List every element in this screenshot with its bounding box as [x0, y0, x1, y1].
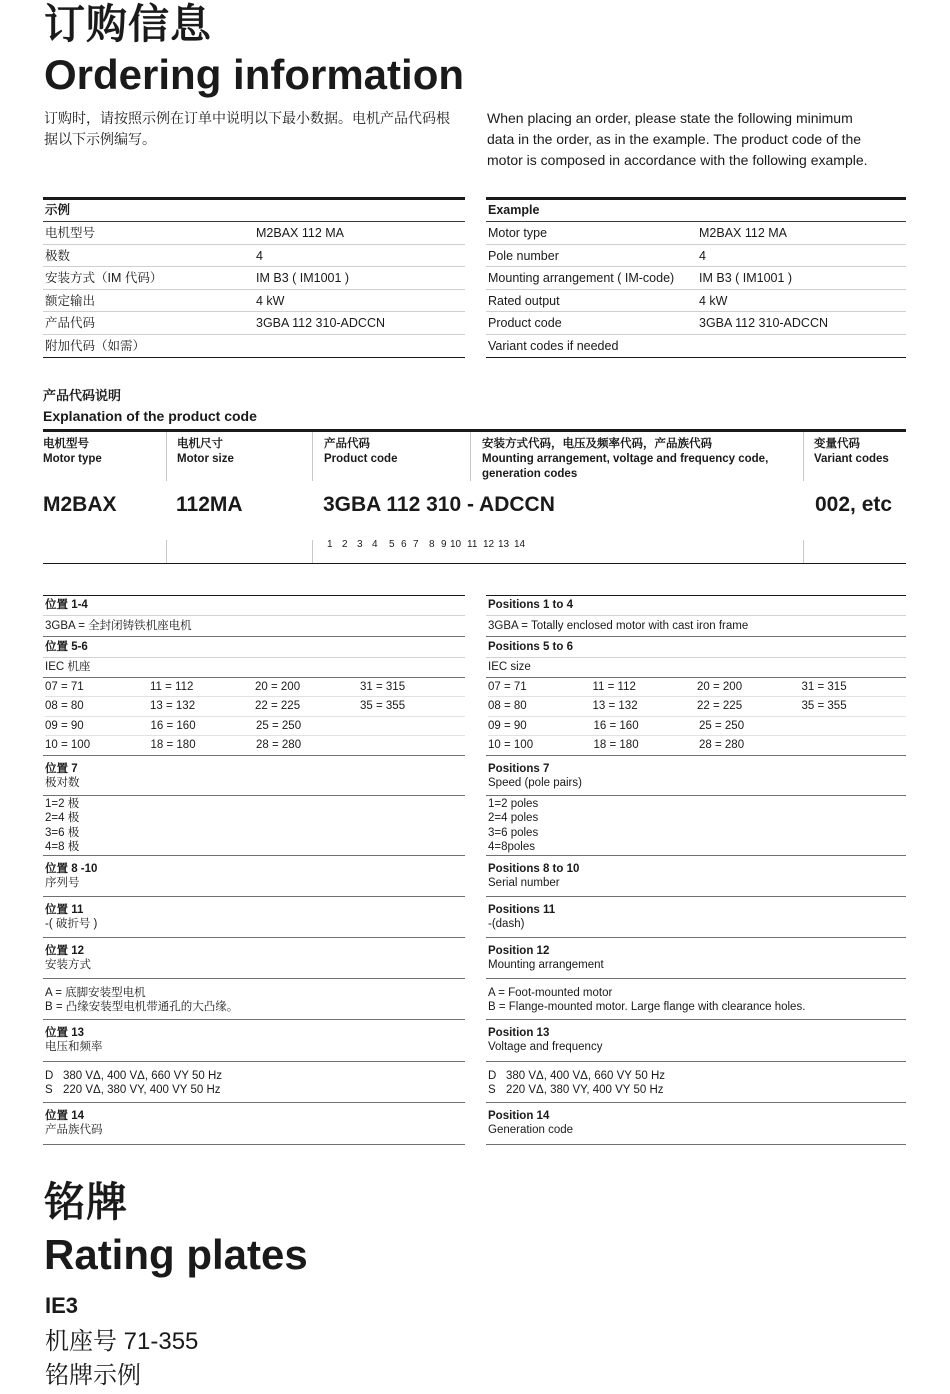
position-heading: Positions 8 to 10 [488, 863, 580, 875]
header-label-en: Motor type [43, 453, 102, 465]
position-heading: 位置 11 [45, 904, 84, 916]
position-description: IEC size [486, 658, 906, 678]
example-row [43, 312, 465, 335]
iec-size-grid [43, 678, 465, 756]
iec-size-cell: 31 = 315 [801, 681, 847, 693]
position-option: B = 凸缘安装型电机带通孔的大凸缘。 [45, 1001, 239, 1013]
position-heading: 位置 7 [45, 763, 78, 775]
header-mounting-voltage-generation [470, 432, 803, 481]
iec-size-cell: 08 = 80 [45, 700, 84, 713]
position-heading: Position 13 [488, 1027, 550, 1039]
example-table-zh [43, 197, 465, 358]
option-code: S [488, 1084, 496, 1096]
example-row-label: 产品代码 [45, 316, 96, 330]
position-description: 极对数 [45, 777, 80, 789]
position-block [486, 897, 906, 938]
page-title-en: Ordering information [44, 51, 464, 98]
header-variant-codes [803, 432, 906, 481]
header-product-code [312, 432, 470, 481]
option-value: 380 VΔ, 400 VΔ, 660 VY 50 Hz [63, 1070, 223, 1082]
iec-size-row [45, 697, 465, 716]
iec-size-cell: 20 = 200 [697, 681, 743, 693]
option-value: 220 VΔ, 380 VY, 400 VY 50 Hz [506, 1084, 664, 1096]
header-label-en: generation codes [482, 468, 578, 480]
iec-size-cell: 20 = 200 [255, 681, 301, 693]
example-header: Example [486, 200, 906, 222]
position-option: 4=8 极 [45, 840, 80, 853]
position-number: 14 [514, 539, 526, 550]
iec-size-cell: 11 = 112 [592, 681, 636, 693]
column-divider [803, 540, 804, 563]
iec-size-cell: 35 = 355 [360, 700, 406, 713]
example-row [486, 222, 906, 245]
value-motor-type: M2BAX [43, 493, 117, 516]
iec-size-row [45, 717, 465, 736]
position-option: A = 底脚安装型电机 [45, 987, 146, 999]
intro-zh-line: 订购时，请按照示例在订单中说明以下最小数据。电机产品代码根 [44, 110, 450, 126]
iec-size-cell: 22 = 225 [697, 700, 743, 713]
intro-en-line: data in the order, as in the example. The product code of the [487, 131, 862, 147]
position-block [486, 756, 906, 796]
position-option: 3=6 poles [488, 826, 539, 839]
position-option: 2=4 极 [45, 812, 80, 825]
position-block [486, 1103, 906, 1145]
example-row-value: M2BAX 112 MA [256, 226, 345, 240]
iec-size-cell: 35 = 355 [801, 700, 847, 713]
iec-size-row [45, 678, 465, 697]
position-block [486, 856, 906, 897]
iec-size-cell: 22 = 225 [255, 700, 301, 713]
position-block [43, 756, 465, 796]
position-number: 2 [342, 539, 348, 550]
position-block [43, 897, 465, 938]
iec-size-cell: 16 = 160 [150, 719, 196, 732]
product-code-table [43, 429, 906, 564]
header-label-zh: 安装方式代码，电压及频率代码，产品族代码 [482, 438, 712, 450]
intro-en-line: When placing an order, please state the following minimum [487, 110, 853, 126]
position-number: 9 [441, 539, 447, 550]
position-option: 2=4 poles [488, 812, 539, 825]
position-description: -(dash) [488, 918, 525, 930]
iec-size-cell: 13 = 132 [592, 700, 638, 713]
example-row-value: IM B3 ( IM1001 ) [699, 271, 793, 285]
position-block [486, 1020, 906, 1062]
position-number: 6 [401, 539, 407, 550]
position-number: 13 [498, 539, 510, 550]
iec-size-grid [486, 678, 906, 756]
iec-size-cell: 08 = 80 [488, 700, 527, 713]
position-heading: 位置 1-4 [43, 596, 465, 616]
position-option: 1=2 poles [488, 798, 539, 810]
product-code-heading-en: Explanation of the product code [43, 408, 257, 424]
example-row [486, 335, 906, 358]
position-heading: 位置 5-6 [43, 637, 465, 658]
position-heading: Positions 7 [488, 763, 550, 775]
header-label-en: Mounting arrangement, voltage and frequency code, [482, 453, 769, 465]
example-row-label: Mounting arrangement ( IM-code) [488, 271, 675, 285]
example-row-value: 4 [256, 248, 263, 263]
page-title-zh: 订购信息 [44, 1, 212, 47]
positions-table-zh [43, 595, 465, 1145]
position-description: 产品族代码 [45, 1124, 103, 1136]
position-description: IEC 机座 [43, 658, 465, 678]
position-heading: 位置 12 [45, 945, 84, 957]
iec-size-cell: 25 = 250 [256, 719, 302, 732]
header-label-en: Motor size [177, 453, 234, 465]
position-number: 11 [467, 539, 478, 550]
rating-plates-title-zh: 铭牌 [44, 1179, 128, 1225]
example-row-value: M2BAX 112 MA [699, 226, 788, 240]
rating-plate-example-label: 铭牌示例 [45, 1362, 141, 1389]
position-heading: 位置 14 [45, 1110, 84, 1122]
iec-size-cell: 31 = 315 [360, 681, 406, 693]
iec-size-cell: 16 = 160 [593, 719, 639, 732]
iec-size-cell: 25 = 250 [699, 719, 745, 732]
example-row [486, 312, 906, 335]
example-row-value: 4 [699, 248, 706, 263]
position-number: 12 [483, 539, 495, 550]
position-heading: Positions 11 [488, 904, 556, 916]
position-block [486, 938, 906, 979]
iec-size-cell: 18 = 180 [150, 738, 196, 751]
example-row-label: 附加代码（如需） [45, 338, 146, 353]
position-block [43, 1020, 465, 1062]
positions-table-en [486, 595, 906, 1145]
option-code: S [45, 1084, 53, 1096]
position-options [43, 979, 465, 1020]
option-code: D [45, 1070, 54, 1082]
example-row [486, 267, 906, 290]
position-description: 序列号 [45, 877, 80, 889]
position-block [43, 1103, 465, 1145]
position-option: 4=8poles [488, 840, 535, 853]
example-row-label: 额定输出 [45, 293, 96, 308]
example-row-value: 4 kW [699, 293, 728, 308]
option-value: 220 VΔ, 380 VY, 400 VY 50 Hz [63, 1084, 221, 1096]
iec-size-row [45, 736, 465, 755]
position-description: 安装方式 [45, 959, 91, 971]
position-numbers [327, 539, 527, 551]
example-row-value: IM B3 ( IM1001 ) [256, 271, 350, 285]
position-options [43, 796, 465, 856]
example-row-value: 4 kW [256, 293, 285, 308]
position-heading: Positions 5 to 6 [486, 637, 906, 658]
iec-size-row [488, 736, 906, 755]
iec-size-row [488, 697, 906, 716]
header-label-zh: 电机尺寸 [177, 438, 223, 450]
position-description: 电压和频率 [45, 1041, 103, 1053]
option-code: D [488, 1070, 497, 1082]
example-table-en [486, 197, 906, 358]
example-row-label: 安装方式（IM 代码） [45, 271, 163, 285]
header-label-zh: 产品代码 [324, 438, 370, 450]
iec-size-row [488, 678, 906, 697]
example-row-value: 3GBA 112 310-ADCCN [256, 316, 385, 330]
position-options [43, 1062, 465, 1103]
position-option: B = Flange-mounted motor. Large flange with clearance holes. [488, 1001, 806, 1013]
example-row-label: Motor type [488, 226, 548, 240]
position-heading: Position 14 [488, 1110, 550, 1122]
intro-zh [44, 108, 468, 150]
example-row-label: 极数 [45, 248, 71, 263]
position-options [486, 796, 906, 856]
position-number: 5 [389, 539, 395, 550]
position-number: 7 [413, 539, 419, 550]
position-option: 3=6 极 [45, 826, 80, 839]
position-description: Speed (pole pairs) [488, 777, 582, 789]
intro-en-line: motor is composed in accordance with the following example. [487, 152, 868, 168]
header-motor-type [43, 432, 166, 481]
example-row-label: Variant codes if needed [488, 338, 619, 353]
position-description: Generation code [488, 1124, 574, 1136]
position-number: 10 [450, 539, 462, 550]
position-heading: 位置 8 -10 [45, 863, 98, 875]
example-row-label: Rated output [488, 293, 560, 308]
intro-en [487, 108, 927, 171]
position-options [486, 979, 906, 1020]
header-label-zh: 电机型号 [43, 438, 89, 450]
column-divider [166, 540, 167, 563]
example-row [43, 245, 465, 268]
position-description: 3GBA = 全封闭铸铁机座电机 [43, 616, 465, 637]
position-number: 4 [372, 539, 378, 550]
iec-size-cell: 07 = 71 [45, 681, 84, 693]
iec-size-cell: 09 = 90 [45, 719, 84, 732]
example-row-label: 电机型号 [45, 226, 96, 240]
position-heading: Position 12 [488, 945, 550, 957]
header-label-en: Variant codes [814, 453, 889, 465]
iec-size-row [488, 717, 906, 736]
position-option [45, 1069, 465, 1083]
position-description: 3GBA = Totally enclosed motor with cast iron frame [486, 616, 906, 637]
position-number: 8 [429, 539, 435, 550]
example-row [43, 290, 465, 313]
position-option: 1=2 极 [45, 798, 80, 810]
header-label-zh: 变量代码 [814, 438, 860, 450]
option-value: 380 VΔ, 400 VΔ, 660 VY 50 Hz [506, 1070, 666, 1082]
iec-size-cell: 09 = 90 [488, 719, 527, 732]
example-header: 示例 [43, 200, 465, 222]
example-row-label: Product code [488, 316, 562, 330]
iec-size-cell: 11 = 112 [150, 681, 194, 693]
example-row-label: Pole number [488, 248, 559, 263]
column-divider [312, 540, 313, 563]
iec-size-cell: 10 = 100 [488, 738, 534, 751]
position-heading: Positions 1 to 4 [486, 596, 906, 616]
position-description: Mounting arrangement [488, 959, 604, 971]
position-description: Voltage and frequency [488, 1041, 603, 1053]
example-row [486, 245, 906, 268]
rating-plates-title-en: Rating plates [44, 1231, 308, 1278]
intro-zh-line: 据以下示例编写。 [44, 131, 156, 147]
value-variant-codes: 002, etc [815, 493, 893, 516]
efficiency-class: IE3 [45, 1293, 79, 1318]
header-motor-size [166, 432, 312, 481]
frame-sizes: 机座号 71-355 [45, 1328, 199, 1355]
product-code-heading-zh: 产品代码说明 [43, 388, 122, 403]
position-description: -( 破折号 ) [45, 918, 98, 930]
position-number: 1 [327, 539, 333, 550]
example-row [43, 267, 465, 290]
position-description: Serial number [488, 877, 560, 889]
position-option [45, 1083, 465, 1097]
iec-size-cell: 28 = 280 [699, 738, 745, 751]
position-options [486, 1062, 906, 1103]
position-number: 3 [357, 539, 363, 550]
position-block [43, 938, 465, 979]
position-option [488, 1069, 906, 1083]
iec-size-cell: 18 = 180 [593, 738, 639, 751]
value-product-code: 3GBA 112 310 - ADCCN [323, 493, 555, 516]
position-block [43, 856, 465, 897]
position-option [488, 1083, 906, 1097]
header-label-en: Product code [324, 453, 398, 465]
iec-size-cell: 13 = 132 [150, 700, 196, 713]
example-row [43, 335, 465, 358]
example-row-value: 3GBA 112 310-ADCCN [699, 316, 828, 330]
iec-size-cell: 28 = 280 [256, 738, 302, 751]
position-option: A = Foot-mounted motor [488, 987, 613, 999]
iec-size-cell: 10 = 100 [45, 738, 91, 751]
iec-size-cell: 07 = 71 [488, 681, 527, 693]
example-row [43, 222, 465, 245]
position-heading: 位置 13 [45, 1027, 84, 1039]
value-motor-size: 112MA [176, 493, 243, 516]
example-row [486, 290, 906, 313]
